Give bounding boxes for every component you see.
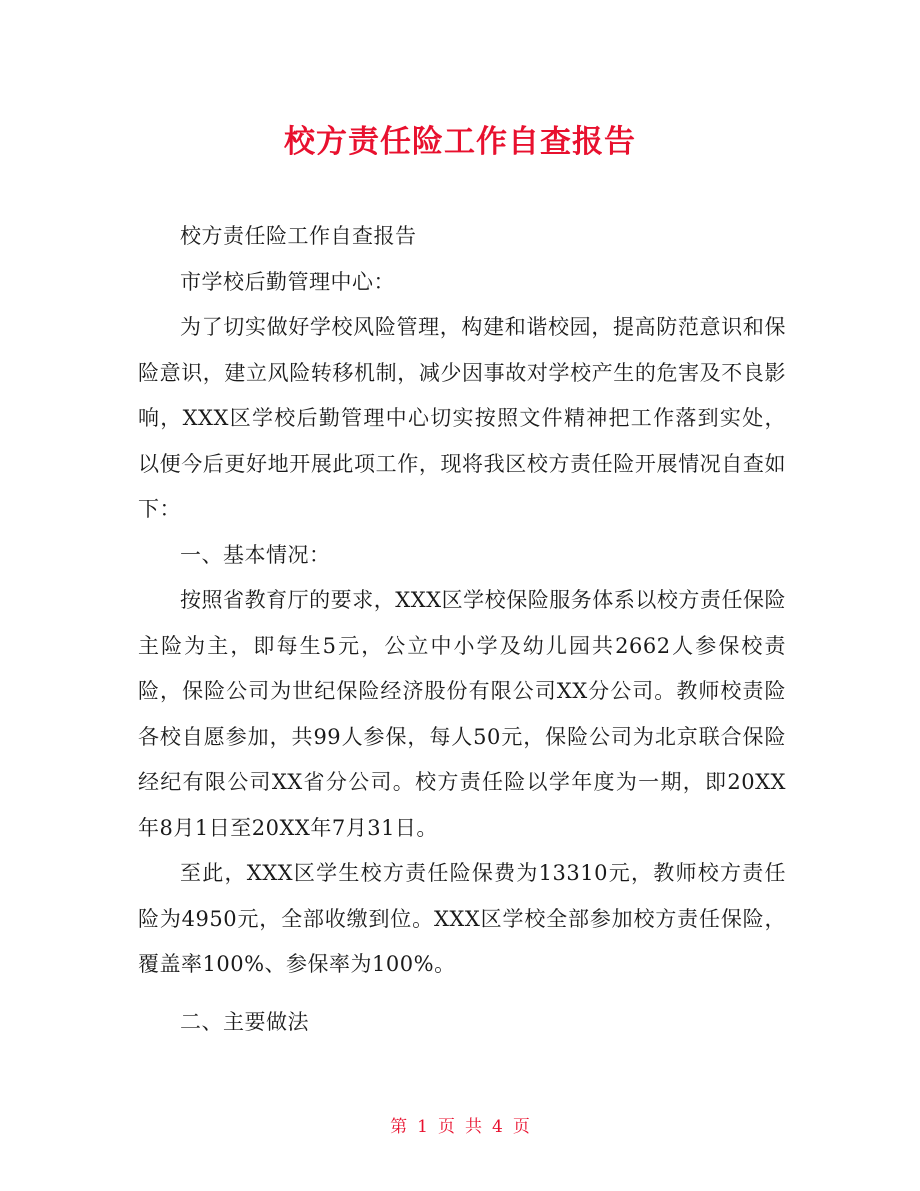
footer-page-unit: 页 — [438, 1117, 455, 1137]
footer-total-label: 共 — [465, 1117, 482, 1137]
section-heading-basic: 一、基本情况： — [180, 542, 331, 567]
footer-current-page: 1 — [417, 1117, 428, 1137]
page-footer — [0, 1112, 920, 1137]
paragraph-basic-situation: 按照省教育厅的要求，XXX区学校保险服务体系以校方责任保险主险为主，即每生5元，公立中小学及幼儿园共2662人参保校责险，保险公司为世纪保险经济股份有限公司XX分公司。教师校责险各校自愿参加，共99人参保，每人50元，保险公司为北京联合保险经纪有限公司XX省分公司。校方责任险以学年度为一期，即20XX年8月1日至20XX年7月31日。 — [138, 588, 786, 840]
document-title: 校方责任险工作自查报告 — [284, 124, 636, 160]
paragraph-intro: 为了切实做好学校风险管理，构建和谐校园，提高防范意识和保险意识，建立风险转移机制，减少因事故对学校产生的危害及不良影响，XXX区学校后勤管理中心切实按照文件精神把工作落到实处，以便今后更好地开展此项工作，现将我区校方责任险开展情况自查如下： — [138, 315, 786, 521]
paragraph-premium-summary: 至此，XXX区学生校方责任险保费为13310元，教师校方责任险为4950元，全部收缴到位。XXX区学校全部参加校方责任保险，覆盖率100%、参保率为100%。 — [138, 861, 786, 976]
footer-total-pages: 4 — [492, 1117, 503, 1137]
footer-total-unit: 页 — [512, 1117, 530, 1137]
footer-page-label: 第 — [390, 1117, 408, 1137]
document-body — [138, 214, 786, 1045]
section-heading-practices: 二、主要做法 — [180, 1009, 309, 1034]
paragraph-heading: 校方责任险工作自查报告 — [180, 224, 417, 248]
paragraph-recipient: 市学校后勤管理中心： — [180, 269, 395, 294]
